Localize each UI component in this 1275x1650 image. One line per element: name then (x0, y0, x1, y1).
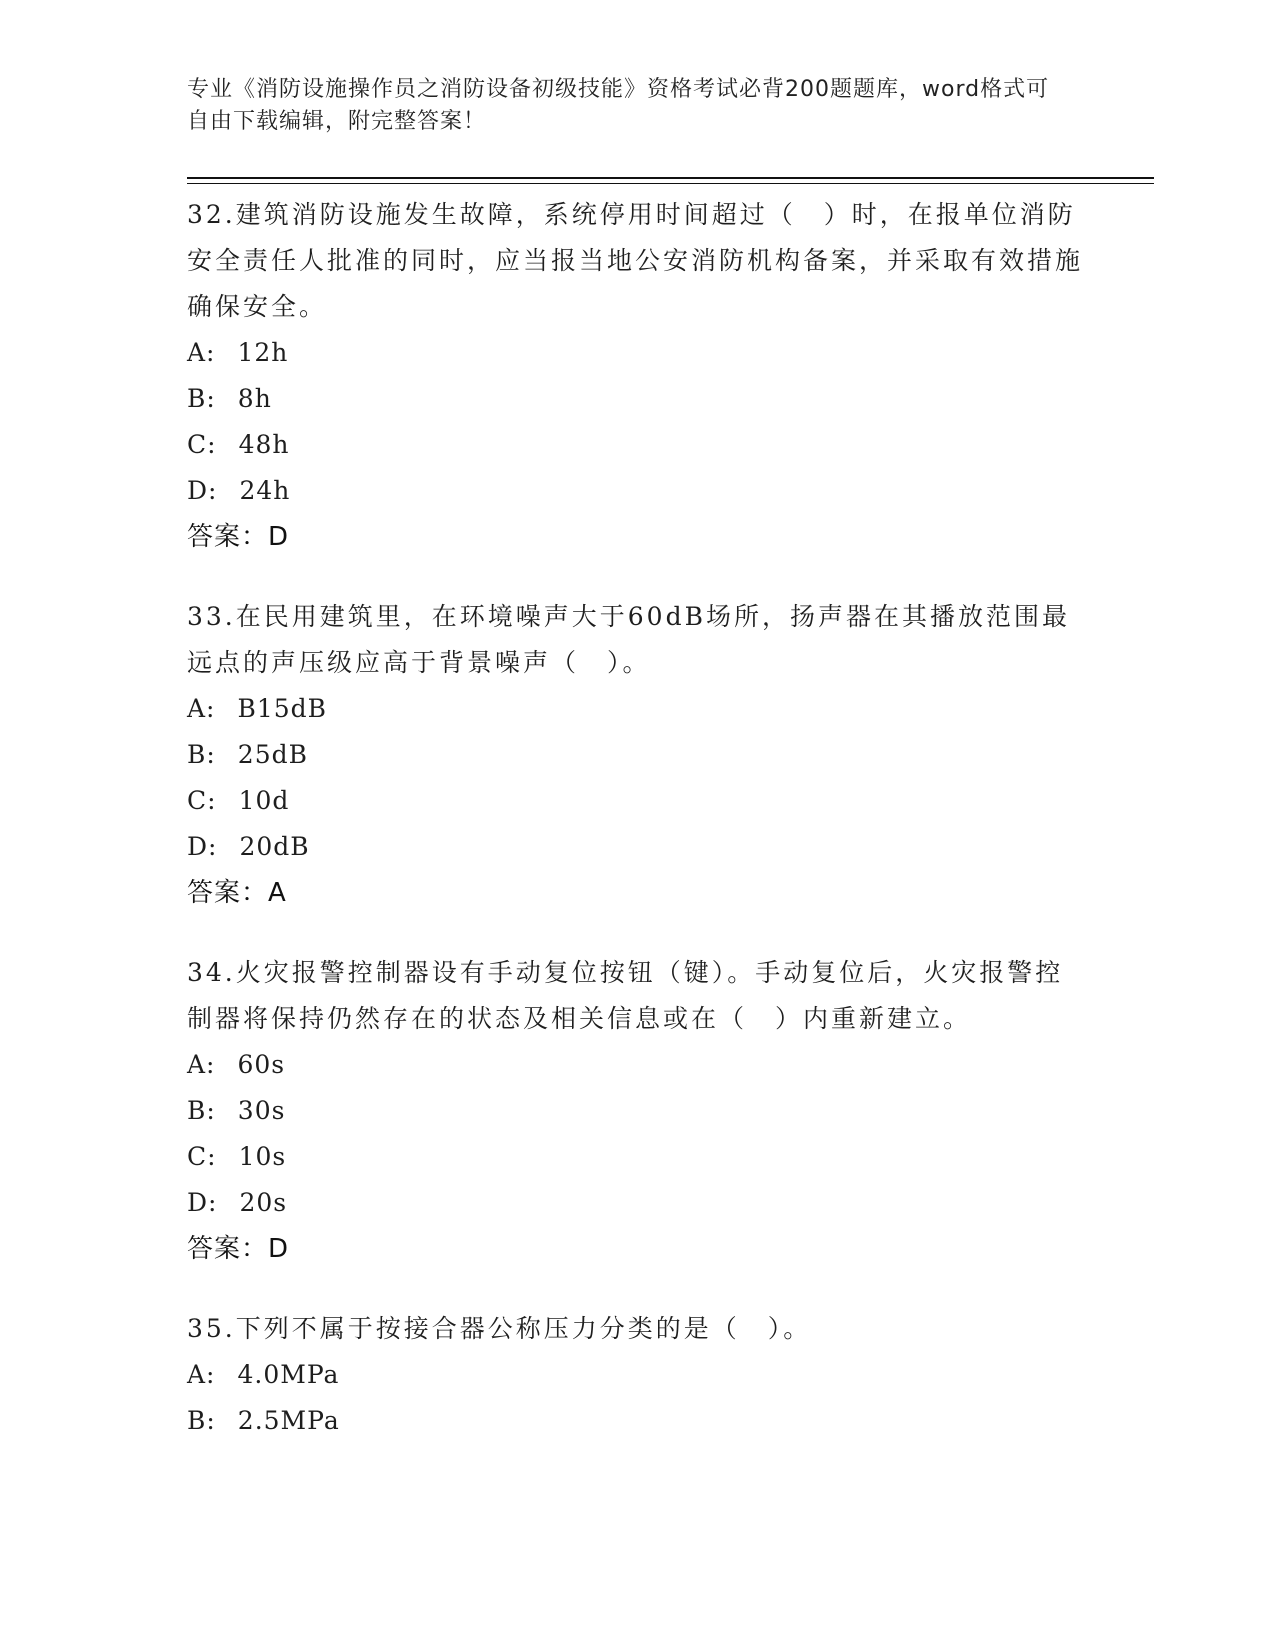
option-b (187, 732, 1087, 778)
option-b (187, 1088, 1087, 1134)
option-b (187, 1398, 1087, 1444)
option-a (187, 686, 1087, 732)
question-stem: 34.火灾报警控制器设有手动复位按钮（键）。手动复位后，火灾报警控制器将保持仍然存在的状态及相关信息或在（ ）内重新建立。 (187, 958, 1064, 1033)
option-letter: C: (187, 786, 217, 815)
option-text: 10s (238, 1142, 287, 1171)
question-34 (187, 950, 1087, 1272)
option-text: 10d (238, 786, 290, 815)
question-stem: 35.下列不属于按接合器公称压力分类的是（ ）。 (187, 1314, 812, 1343)
option-text: 20dB (239, 832, 310, 861)
option-text: 8h (237, 384, 272, 413)
option-letter: B: (187, 740, 216, 769)
option-b (187, 376, 1087, 422)
option-c (187, 1134, 1087, 1180)
question-stem: 32.建筑消防设施发生故障，系统停用时间超过（ ）时，在报单位消防安全责任人批准的同时，应当报当地公安消防机构备案，并采取有效措施确保安全。 (187, 200, 1084, 321)
option-letter: C: (187, 430, 217, 459)
question-33 (187, 594, 1087, 916)
option-d (187, 468, 1087, 514)
option-c (187, 422, 1087, 468)
option-text: 30s (237, 1096, 286, 1125)
header-divider-thin (187, 183, 1154, 184)
option-d (187, 824, 1087, 870)
option-text: 25dB (237, 740, 308, 769)
option-text: 48h (238, 430, 290, 459)
option-letter: C: (187, 1142, 217, 1171)
option-letter: A: (187, 1050, 216, 1079)
answer-line: 答案：D (187, 1234, 290, 1264)
option-letter: B: (187, 384, 216, 413)
option-letter: D: (187, 476, 218, 505)
question-list (187, 192, 1087, 1478)
document-header: 专业《消防设施操作员之消防设备初级技能》资格考试必背200题题库，word格式可自由下载编辑，附完整答案！ (187, 77, 1050, 134)
option-text: 2.5MPa (237, 1406, 340, 1435)
option-text: 24h (239, 476, 291, 505)
option-a (187, 1042, 1087, 1088)
option-letter: B: (187, 1096, 216, 1125)
option-text: 4.0MPa (237, 1360, 340, 1389)
option-text: 60s (237, 1050, 286, 1079)
option-letter: D: (187, 832, 218, 861)
option-letter: A: (187, 338, 216, 367)
question-35 (187, 1306, 1087, 1444)
answer-line: 答案：D (187, 522, 290, 552)
option-a (187, 330, 1087, 376)
option-c (187, 778, 1087, 824)
option-text: 12h (237, 338, 289, 367)
option-text: B15dB (237, 694, 328, 723)
option-d (187, 1180, 1087, 1226)
question-32 (187, 192, 1087, 560)
option-letter: D: (187, 1188, 218, 1217)
header-divider-thick (187, 177, 1154, 179)
option-letter: A: (187, 694, 216, 723)
option-a (187, 1352, 1087, 1398)
question-stem: 33.在民用建筑里，在环境噪声大于60dB场所，扬声器在其播放范围最远点的声压级应高于背景噪声（ ）。 (187, 602, 1070, 677)
option-letter: B: (187, 1406, 216, 1435)
option-letter: A: (187, 1360, 216, 1389)
answer-line: 答案：A (187, 878, 287, 908)
option-text: 20s (239, 1188, 288, 1217)
